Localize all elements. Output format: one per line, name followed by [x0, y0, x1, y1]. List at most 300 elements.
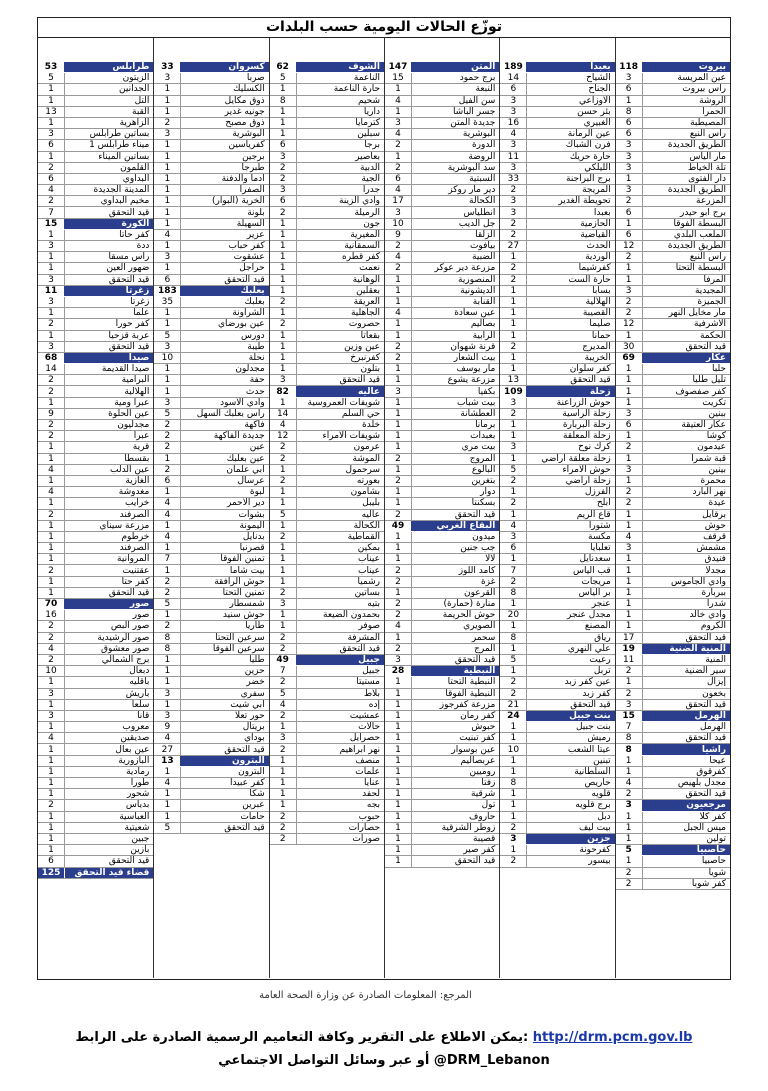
town-name: حاصبيا [701, 856, 726, 867]
town-name: دبعال [129, 666, 150, 677]
case-count: 1 [500, 308, 527, 318]
table-row [154, 174, 268, 185]
town-name: قيد التحقق [108, 587, 150, 598]
table-row [500, 174, 614, 185]
case-count: 68 [38, 353, 65, 363]
table-row [500, 129, 614, 140]
town-name: بعبدا [593, 207, 611, 218]
town-name: اليمونة [239, 520, 265, 531]
case-count: 1 [616, 610, 643, 620]
case-count: 10 [38, 666, 65, 676]
town-name: القبة [132, 106, 150, 117]
table-row [38, 129, 153, 140]
town-name: عرمون [353, 442, 381, 453]
table-row [500, 778, 614, 789]
town-name: حالات [358, 722, 381, 733]
town-name: مار الياس [689, 151, 726, 162]
case-count: 4 [385, 252, 412, 262]
town-name: مجدل بلهيص [677, 778, 726, 789]
case-count: 183 [154, 286, 181, 296]
case-count: 1 [270, 778, 297, 788]
town-name: بعاصير [355, 151, 381, 162]
town-name: الزيتون [122, 73, 150, 84]
town-name: جديدة الفاكهة [213, 431, 265, 442]
table-row [270, 454, 384, 465]
town-name: كفرياسين [228, 140, 265, 151]
table-row [154, 398, 268, 409]
table-row [385, 174, 499, 185]
source-note: المرجع: المعلومات الصادرة عن وزارة الصحة العامة [259, 990, 472, 1001]
table-row [616, 465, 730, 476]
case-count: 1 [38, 263, 65, 273]
table-row [154, 275, 268, 286]
case-count: 2 [385, 241, 412, 251]
case-count: 3 [616, 73, 643, 83]
case-count: 1 [154, 521, 181, 531]
town-name: البداوي [122, 173, 150, 184]
table-row [385, 778, 499, 789]
case-count: 2 [270, 823, 297, 833]
case-count: 1 [38, 577, 65, 587]
town-name: حبوش [471, 722, 496, 733]
town-name: الصرفند [119, 543, 150, 554]
case-count: 1 [270, 107, 297, 117]
town-name: السهيلة [236, 218, 265, 229]
district-header-row [616, 62, 730, 73]
town-name: عين بوسوار [451, 744, 496, 755]
table-row [500, 666, 614, 677]
town-name: كفر كلا [699, 811, 726, 822]
table-row [38, 230, 153, 241]
case-count: 3 [616, 465, 643, 475]
town-name: رأس النبع [689, 252, 726, 263]
town-name: منصف [355, 755, 381, 766]
table-row [385, 465, 499, 476]
case-count: 2 [500, 409, 527, 419]
town-name: الخرية (البوار) [212, 196, 265, 207]
case-count: 2 [154, 621, 181, 631]
district-header-row [270, 62, 384, 73]
town-name: مار مخايل النهر [668, 308, 726, 319]
table-row [270, 420, 384, 431]
case-count: 8 [270, 96, 297, 106]
case-count: 1 [154, 610, 181, 620]
town-name: قيد التحقق [339, 375, 381, 386]
table-row [385, 84, 499, 95]
town-name: المرفأ [703, 274, 726, 285]
town-name: مار يوسف [456, 364, 496, 375]
town-name: خلدة [362, 420, 381, 431]
town-name: صورات [352, 834, 381, 845]
table-row [270, 733, 384, 744]
table-row [500, 588, 614, 599]
table-row [616, 812, 730, 823]
town-name: كوشا [706, 431, 726, 442]
case-count: 30 [616, 342, 643, 352]
town-name: ددة [136, 241, 150, 252]
case-count: 33 [154, 62, 181, 72]
town-name: عمشيت [349, 710, 381, 721]
town-name: عين بعال [115, 744, 150, 755]
district-header-row [38, 599, 153, 610]
case-count: 16 [38, 610, 65, 620]
case-count: 2 [616, 868, 643, 878]
town-name: برمانا [475, 420, 496, 431]
table-row [270, 308, 384, 319]
case-count: 1 [500, 297, 527, 307]
case-count: 5 [154, 599, 181, 609]
case-count: 1 [154, 196, 181, 206]
table-row [38, 621, 153, 632]
town-name: أدما والدفنة [221, 173, 265, 184]
table-row [38, 711, 153, 722]
case-count: 3 [270, 599, 297, 609]
case-count: 2 [154, 431, 181, 441]
town-name: بينين [708, 464, 726, 475]
table-row [500, 487, 614, 498]
case-count: 1 [38, 744, 65, 754]
case-count: 3 [616, 543, 643, 553]
case-count: 2 [385, 353, 412, 363]
case-count: 1 [616, 588, 643, 598]
town-name: بريتال [242, 722, 265, 733]
case-count: 1 [154, 386, 181, 396]
case-count: 1 [385, 420, 412, 430]
town-name: صور البص [110, 621, 150, 632]
table-row [500, 308, 614, 319]
district-header-row [616, 644, 730, 655]
town-name: الرابية [472, 330, 496, 341]
case-count: 24 [500, 711, 527, 721]
table-row [38, 677, 153, 688]
case-count: 2 [500, 185, 527, 195]
table-row [270, 644, 384, 655]
table-row [38, 196, 153, 207]
case-count: 27 [500, 241, 527, 251]
case-count: 1 [385, 275, 412, 285]
case-count: 2 [500, 498, 527, 508]
town-name: المنية [705, 655, 726, 666]
town-name: المصيطبة [690, 118, 726, 129]
table-row [270, 297, 384, 308]
town-name: حصارات [348, 822, 381, 833]
town-name: وادي الجاموس [670, 576, 726, 587]
table-row [500, 275, 614, 286]
table-row [270, 498, 384, 509]
table-row [385, 331, 499, 342]
table-row [500, 96, 614, 107]
district-header-row [616, 845, 730, 856]
table-row [154, 510, 268, 521]
case-count: 1 [616, 823, 643, 833]
table-row [385, 655, 499, 666]
district-column [269, 38, 384, 978]
town-name: السلطانية [574, 766, 611, 777]
case-count: 3 [500, 140, 527, 150]
town-name: قيد التحقق [685, 341, 726, 352]
case-count: 5 [500, 655, 527, 665]
town-name: برج حمود [459, 73, 496, 84]
table-row [500, 398, 614, 409]
table-row [154, 565, 268, 576]
table-row [500, 375, 614, 386]
town-name: خضر [246, 677, 265, 688]
case-count: 14 [270, 409, 297, 419]
case-count: 1 [154, 140, 181, 150]
table-row [616, 834, 730, 845]
district-header-row [38, 286, 153, 297]
case-count: 4 [385, 308, 412, 318]
case-count: 1 [385, 554, 412, 564]
table-row [270, 196, 384, 207]
table-row [154, 454, 268, 465]
district-name: صيدا [128, 352, 150, 363]
town-name: الاوزاعي [578, 95, 611, 106]
town-name: غزة [480, 576, 496, 587]
town-name: حي السلم [341, 408, 381, 419]
table-row [616, 364, 730, 375]
table-row [385, 845, 499, 856]
town-name: حوش الرافقة [214, 576, 265, 587]
page-title: توزّع الحالات اليومية حسب البلدات [38, 18, 730, 38]
case-count: 2 [270, 588, 297, 598]
case-count: 2 [270, 207, 297, 217]
town-name: شعيتية [124, 822, 150, 833]
town-name: زحلة الراسية [562, 408, 611, 419]
case-count: 1 [616, 454, 643, 464]
table-row [154, 230, 268, 241]
case-count: 3 [154, 689, 181, 699]
table-row [500, 84, 614, 95]
table-row [270, 823, 384, 834]
case-count: 1 [270, 610, 297, 620]
table-row [270, 722, 384, 733]
town-name: المرج [474, 643, 496, 654]
table-row [270, 689, 384, 700]
town-name: عين الحلوة [108, 408, 150, 419]
table-row [500, 476, 614, 487]
town-name: الهلالية [124, 386, 150, 397]
case-count: 2 [38, 621, 65, 631]
case-count: 5 [270, 689, 297, 699]
town-name: صور الرشيدية [97, 632, 150, 643]
case-count: 62 [270, 62, 297, 72]
town-name: السمقانية [344, 241, 381, 252]
table-row [38, 297, 153, 308]
table-row [500, 107, 614, 118]
case-count: 2 [385, 454, 412, 464]
case-count: 6 [500, 84, 527, 94]
town-name: بكفيا [477, 386, 496, 397]
town-name: لحفد [362, 789, 381, 800]
town-name: بساتين طرابلس [89, 129, 150, 140]
social-handle[interactable]: @DRM_Lebanon [433, 1053, 550, 1068]
table-row [38, 364, 153, 375]
case-count: 1 [270, 789, 297, 799]
case-count: 3 [385, 118, 412, 128]
table-row [154, 84, 268, 95]
case-count: 1 [385, 689, 412, 699]
table-row [38, 84, 153, 95]
town-name: برجا [364, 140, 381, 151]
town-name: الحازمية [580, 218, 611, 229]
town-name: الناعمة [353, 73, 381, 84]
case-count: 3 [154, 398, 181, 408]
table-row [154, 677, 268, 688]
table-row [38, 733, 153, 744]
case-count: 1 [270, 118, 297, 128]
case-count: 1 [154, 375, 181, 385]
district-name: البترون [232, 755, 265, 766]
town-name: طورا [130, 778, 150, 789]
town-name: كفر حورا [115, 319, 150, 330]
table-row [500, 599, 614, 610]
table-row [500, 286, 614, 297]
case-count: 2 [500, 230, 527, 240]
town-name: قيد التحقق [570, 375, 611, 386]
town-name: شويفات الامراء [322, 431, 381, 442]
case-count: 5 [616, 845, 643, 855]
town-name: داريا [363, 106, 381, 117]
case-count: 1 [385, 107, 412, 117]
town-name: برج قلويه [575, 800, 611, 811]
case-count: 1 [154, 107, 181, 117]
town-name: الطريق الجديدة [667, 185, 726, 196]
case-count: 1 [38, 722, 65, 732]
table-row [616, 621, 730, 632]
case-count: 1 [616, 856, 643, 866]
town-name: القلمون [120, 162, 150, 173]
case-count: 2 [270, 319, 297, 329]
case-count: 9 [38, 409, 65, 419]
case-count: 1 [385, 711, 412, 721]
case-count: 1 [500, 800, 527, 810]
town-name: البوشرية [232, 129, 265, 140]
case-count: 1 [385, 487, 412, 497]
table-row [500, 118, 614, 129]
table-row [385, 543, 499, 554]
town-name: ميناء طرابلس 1 [89, 140, 150, 151]
case-count: 4 [154, 230, 181, 240]
town-name: شحيم [357, 95, 381, 106]
cases-table [37, 17, 731, 980]
town-name: رأس النبع [689, 129, 726, 140]
town-name: سعدنايل [579, 554, 611, 565]
case-count: 4 [500, 521, 527, 531]
table-row [154, 800, 268, 811]
case-count: 1 [38, 230, 65, 240]
table-row [38, 834, 153, 845]
table-row [385, 812, 499, 823]
table-row [270, 532, 384, 543]
table-row [154, 521, 268, 532]
table-row [385, 487, 499, 498]
table-row [500, 800, 614, 811]
case-count: 2 [38, 633, 65, 643]
table-row [616, 207, 730, 218]
case-count: 1 [616, 331, 643, 341]
town-name: الجميزة [697, 297, 726, 308]
town-name: سرحمول [345, 464, 381, 475]
table-row [270, 252, 384, 263]
town-name: فاكهة [244, 420, 265, 431]
district-header-row [616, 353, 730, 364]
case-count: 3 [38, 275, 65, 285]
table-row [270, 230, 384, 241]
case-count: 1 [154, 308, 181, 318]
table-row [38, 655, 153, 666]
case-count: 1 [270, 554, 297, 564]
table-row [500, 532, 614, 543]
table-row [270, 778, 384, 789]
town-name: ضهور العين [106, 263, 150, 274]
town-name: قيد التحقق [108, 856, 150, 867]
town-name: حزين [244, 666, 265, 677]
town-name: حوش الزراعنة [556, 397, 611, 408]
town-name: زغرتا [130, 297, 150, 308]
table-row [154, 409, 268, 420]
town-name: بشامون [350, 487, 381, 498]
town-name: عيناب [357, 565, 381, 576]
table-row [385, 219, 499, 230]
case-count: 1 [385, 431, 412, 441]
town-name: دير الاحمر [226, 498, 265, 509]
case-count: 8 [500, 633, 527, 643]
case-count: 2 [385, 163, 412, 173]
case-count: 2 [616, 498, 643, 508]
table-row [270, 756, 384, 767]
town-name: كفرشيما [578, 263, 611, 274]
table-row [385, 107, 499, 118]
town-name: قيد التحقق [570, 699, 611, 710]
case-count: 1 [270, 465, 297, 475]
table-row [385, 700, 499, 711]
town-name: الزاهرية [119, 118, 150, 129]
table-row [270, 263, 384, 274]
town-name: نحلة [248, 352, 265, 363]
table-row [154, 722, 268, 733]
town-name: الحدث [586, 241, 611, 252]
case-count: 2 [270, 476, 297, 486]
case-count: 1 [38, 756, 65, 766]
table-row [500, 610, 614, 621]
case-count: 6 [154, 275, 181, 285]
case-count: 5 [154, 409, 181, 419]
case-count: 6 [616, 129, 643, 139]
case-count: 3 [38, 342, 65, 352]
table-row [270, 152, 384, 163]
table-row [385, 420, 499, 431]
case-count: 28 [385, 666, 412, 676]
table-row [616, 275, 730, 286]
table-row [385, 733, 499, 744]
town-name: الاشرفية [694, 319, 726, 330]
table-row [38, 386, 153, 397]
report-link[interactable]: http://drm.pcm.gov.lb [532, 1030, 693, 1045]
town-name: مجدلون [235, 364, 265, 375]
table-row [385, 375, 499, 386]
town-name: كفر صفصوف [675, 386, 726, 397]
table-row [616, 431, 730, 442]
table-row [154, 196, 268, 207]
district-column [384, 38, 499, 978]
town-name: الضبية [472, 252, 496, 263]
town-name: جبيل [362, 666, 381, 677]
town-name: قيد التحقق [108, 207, 150, 218]
case-count: 125 [38, 868, 65, 878]
table-row [385, 722, 499, 733]
town-name: المغيرية [350, 229, 381, 240]
